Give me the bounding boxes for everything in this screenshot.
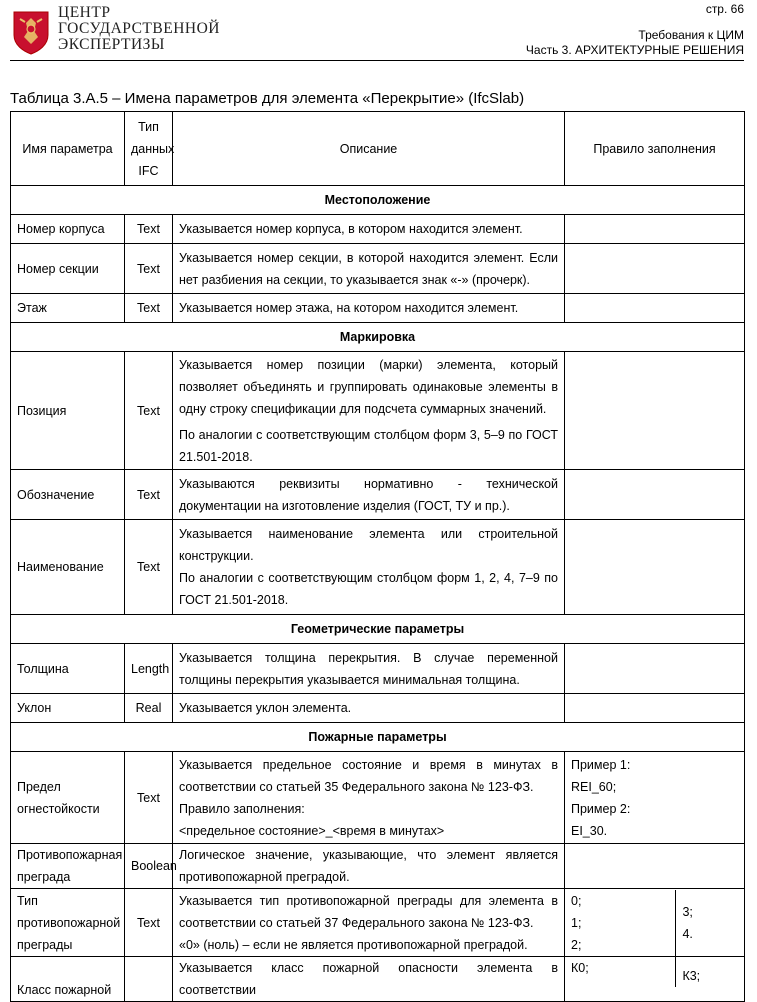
rule-split-row xyxy=(565,890,744,956)
param-rule xyxy=(565,352,745,470)
table-caption: Таблица 3.А.5 – Имена параметров для элемента «Перекрытие» (IfcSlab) xyxy=(10,90,525,107)
rule-split-row xyxy=(565,957,744,987)
param-name: Номер секции xyxy=(11,244,125,294)
table-row xyxy=(11,520,745,615)
org-line: ЭКСПЕРТИЗЫ xyxy=(58,36,165,53)
rule-right xyxy=(676,957,744,987)
param-type: Text xyxy=(125,294,173,323)
desc-text: По аналогии с соответствующим столбцом форм 1, 2, 4, 7–9 по ГОСТ 21.501-2018. xyxy=(179,571,558,607)
param-rule xyxy=(565,844,745,889)
table-row xyxy=(11,244,745,294)
rule-line: 3; xyxy=(682,904,693,919)
rule-line: 0; xyxy=(571,893,582,908)
col-header-type-line: Тип xyxy=(138,119,159,134)
param-rule xyxy=(565,644,745,694)
rule-left xyxy=(565,957,676,987)
col-header-type-line: IFC xyxy=(138,163,159,178)
rule-right xyxy=(676,890,744,956)
param-desc xyxy=(173,520,565,615)
param-name: Толщина xyxy=(11,644,125,694)
param-type: Text xyxy=(125,889,173,957)
rule-line: Пример 2: xyxy=(571,801,631,816)
param-name: Тип противопожарной преграды xyxy=(11,889,125,957)
param-name: Уклон xyxy=(11,694,125,723)
desc-text: Указывается тип противопожарной преграды для элемента в соответствии со статьей 37 Федерального закона № 123-ФЗ. xyxy=(179,893,558,930)
rule-line: EI_30. xyxy=(571,823,608,838)
param-type: Real xyxy=(125,694,173,723)
param-type: Text xyxy=(125,352,173,470)
param-type: Text xyxy=(125,520,173,615)
doc-part: Часть 3. АРХИТЕКТУРНЫЕ РЕШЕНИЯ xyxy=(525,43,744,57)
table-row xyxy=(11,215,745,244)
rule-line: 2; xyxy=(571,937,582,952)
rule-line: 4. xyxy=(682,926,693,941)
param-name: Этаж xyxy=(11,294,125,323)
desc-text: Указывается толщина перекрытия. В случае переменной толщины перекрытия указывается минимальная толщина. xyxy=(179,650,558,687)
desc-text: Логическое значение, указывающие, что элемент является противопожарной преградой. xyxy=(179,848,558,884)
param-rule xyxy=(565,470,745,520)
desc-text: Указывается класс пожарной опасности элемента в соответствии xyxy=(179,961,558,997)
org-line: ГОСУДАРСТВЕННОЙ xyxy=(58,20,220,37)
param-desc xyxy=(173,352,565,470)
rule-line: 1; xyxy=(571,915,582,930)
section-row xyxy=(11,323,745,352)
section-title: Пожарные параметры xyxy=(11,723,745,752)
section-row xyxy=(11,186,745,215)
param-rule xyxy=(565,694,745,723)
table-row xyxy=(11,644,745,694)
col-header-rule: Правило заполнения xyxy=(565,112,745,186)
desc-text: Указывается номер секции, в которой находится элемент. Если нет разбиения на секции, то указывается знак «-» (прочерк). xyxy=(179,250,558,287)
desc-text: Указываются реквизиты нормативно - технической документации на изготовление изделия (ГОСТ, ТУ и пр.). xyxy=(179,476,558,513)
desc-text: Указывается наименование элемента или строительной конструкции. xyxy=(179,527,558,563)
param-desc xyxy=(173,644,565,694)
param-desc xyxy=(173,889,565,957)
section-title: Маркировка xyxy=(11,323,745,352)
param-type: Boolean xyxy=(125,844,173,889)
table-row xyxy=(11,752,745,844)
param-rule xyxy=(565,752,745,844)
param-type: Text xyxy=(125,215,173,244)
org-line: ЦЕНТР xyxy=(58,4,111,21)
param-rule xyxy=(565,244,745,294)
param-name: Предел огнестойкости xyxy=(11,752,125,844)
desc-text: Указывается номер этажа, на котором находится элемент. xyxy=(179,301,519,315)
table-row xyxy=(11,957,745,1002)
section-row xyxy=(11,723,745,752)
parameters-table xyxy=(10,111,745,1002)
table-row xyxy=(11,844,745,889)
org-name xyxy=(58,5,220,53)
rule-left xyxy=(565,890,676,956)
param-rule xyxy=(565,294,745,323)
desc-text: Указывается предельное состояние и время в минутах в соответствии со статьей 35 Федерального закона № 123-ФЗ. xyxy=(179,757,558,794)
param-name: Наименование xyxy=(11,520,125,615)
table-row xyxy=(11,889,745,957)
table-row xyxy=(11,294,745,323)
desc-text: Указывается номер позиции (марки) элемента, который позволяет объединять и группировать одинаковые элементы в одну строку спецификации для подсчета суммарных значений. xyxy=(179,357,558,416)
desc-text: Указывается уклон элемента. xyxy=(179,701,352,715)
param-desc xyxy=(173,694,565,723)
desc-text: Правило заполнения: xyxy=(179,801,305,816)
param-type xyxy=(125,957,173,1002)
desc-text: «0» (ноль) – если не является противопожарной преградой. xyxy=(179,937,528,952)
table-row xyxy=(11,470,745,520)
desc-text: По аналогии с соответствующим столбцом форм 3, 5–9 по ГОСТ 21.501-2018. xyxy=(179,427,558,464)
table-header-row xyxy=(11,112,745,186)
emblem-logo-icon xyxy=(11,9,51,55)
param-rule xyxy=(565,957,745,1002)
param-desc xyxy=(173,470,565,520)
param-name: Номер корпуса xyxy=(11,215,125,244)
param-type: Text xyxy=(125,244,173,294)
desc-text: <предельное состояние>_<время в минутах> xyxy=(179,823,445,838)
param-desc xyxy=(173,294,565,323)
param-desc xyxy=(173,844,565,889)
table-row xyxy=(11,694,745,723)
table-row xyxy=(11,352,745,470)
param-rule xyxy=(565,889,745,957)
rule-split-table xyxy=(565,890,744,956)
param-name: Обозначение xyxy=(11,470,125,520)
param-name: Противопожарная преграда xyxy=(11,844,125,889)
param-desc xyxy=(173,244,565,294)
col-header-type xyxy=(125,112,173,186)
param-desc xyxy=(173,215,565,244)
param-desc xyxy=(173,957,565,1002)
section-row xyxy=(11,615,745,644)
header-divider xyxy=(10,60,744,61)
col-header-type-line: данных xyxy=(131,141,175,156)
param-type: Text xyxy=(125,470,173,520)
col-header-name: Имя параметра xyxy=(11,112,125,186)
param-rule xyxy=(565,215,745,244)
param-type: Text xyxy=(125,752,173,844)
col-header-desc: Описание xyxy=(173,112,565,186)
rule-split-table xyxy=(565,957,744,987)
param-type: Length xyxy=(125,644,173,694)
rule-line: К0; xyxy=(571,961,589,975)
rule-line: Пример 1: xyxy=(571,757,631,772)
section-title: Геометрические параметры xyxy=(11,615,745,644)
page-header xyxy=(0,0,757,80)
page-number: стр. 66 xyxy=(705,2,744,16)
param-rule xyxy=(565,520,745,615)
section-title: Местоположение xyxy=(11,186,745,215)
param-name: Позиция xyxy=(11,352,125,470)
doc-title: Требования к ЦИМ xyxy=(638,28,744,42)
desc-text: Указывается номер корпуса, в котором находится элемент. xyxy=(179,222,523,236)
param-name: Класс пожарной xyxy=(11,957,125,1002)
rule-line: REI_60; xyxy=(571,779,617,794)
param-desc xyxy=(173,752,565,844)
rule-line: К3; xyxy=(682,969,701,983)
